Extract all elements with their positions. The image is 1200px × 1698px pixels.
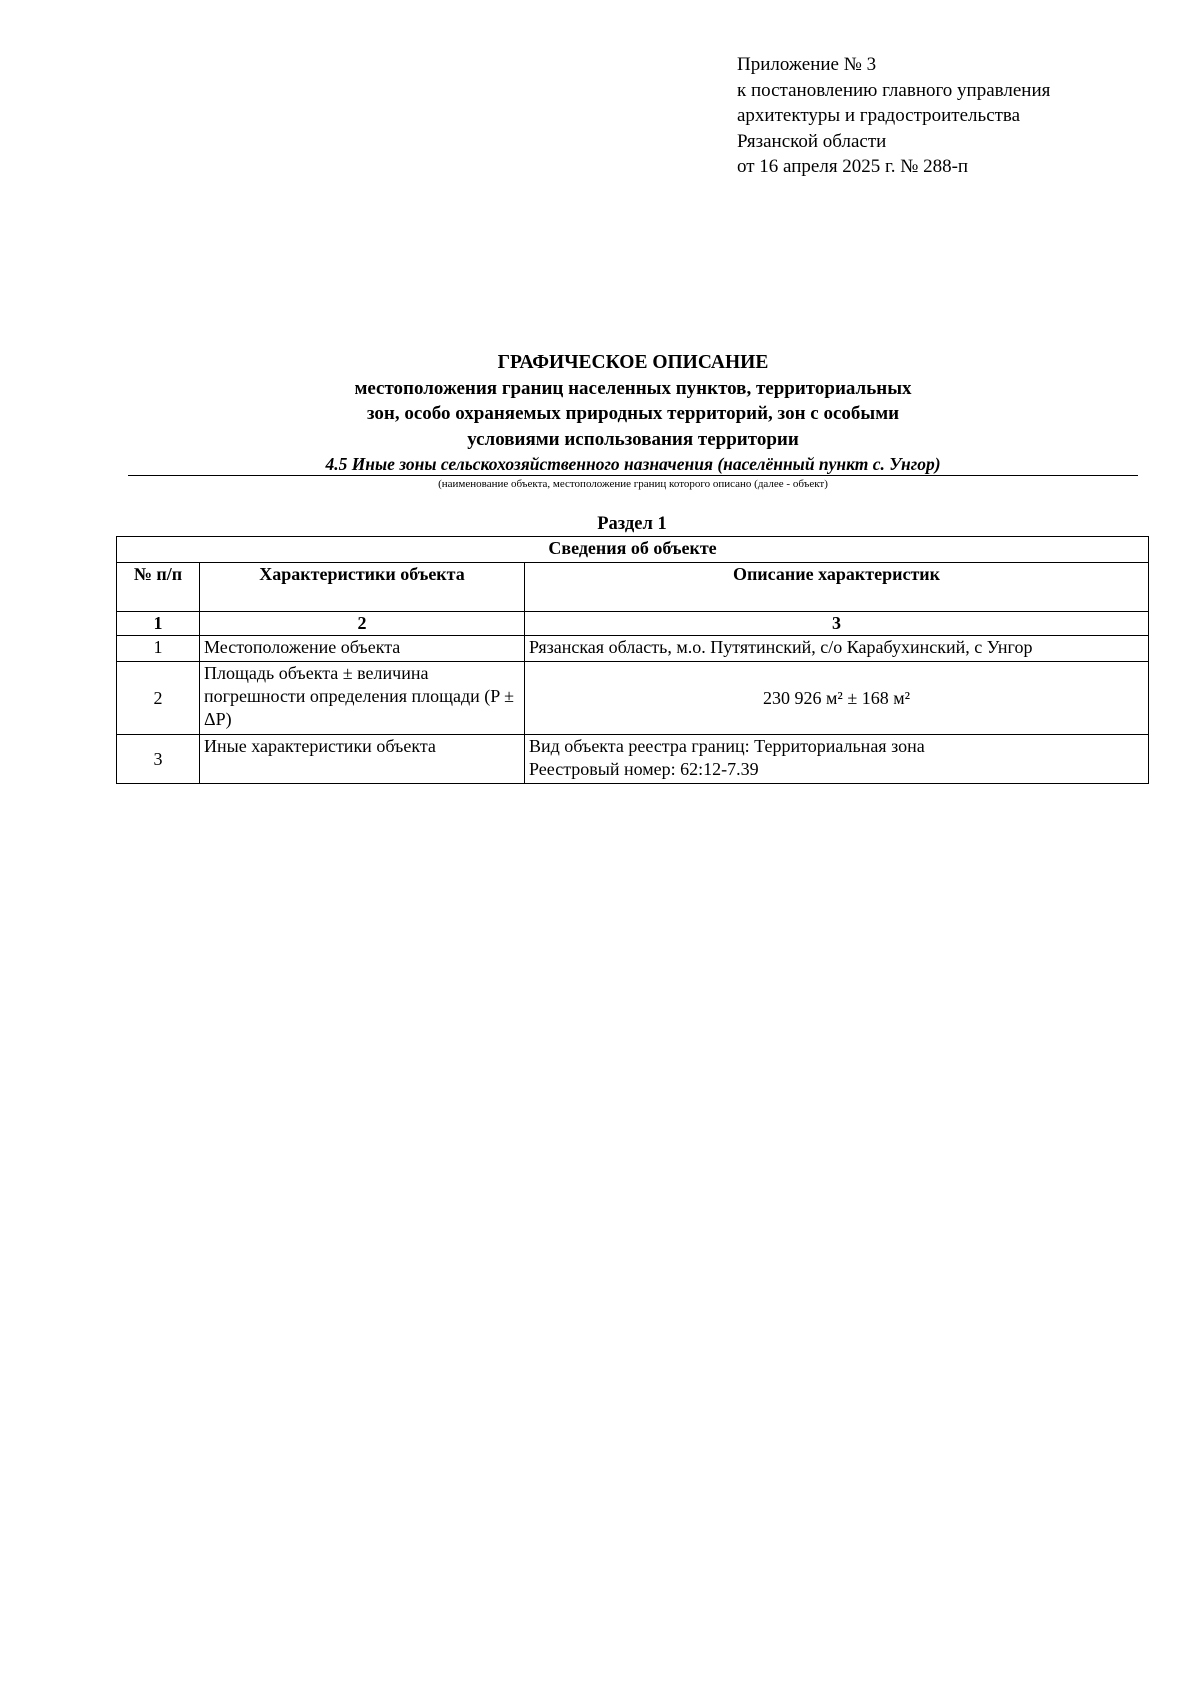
appendix-line: архитектуры и градостроительства — [737, 105, 1021, 126]
table-caption-row — [117, 537, 1149, 563]
section-title: Раздел 1 — [597, 514, 667, 534]
row-number: 3 — [117, 735, 200, 784]
column-number: 3 — [525, 612, 1149, 636]
appendix-line: к постановлению главного управления — [737, 79, 1051, 101]
document-title-block — [128, 350, 1138, 491]
row-description-line: Вид объекта реестра границ: Территориальная зона — [529, 736, 925, 756]
header-description: Описание характеристик — [525, 563, 1149, 612]
document-title: ГРАФИЧЕСКОЕ ОПИСАНИЕ — [497, 352, 769, 373]
appendix-header — [737, 52, 1050, 180]
row-number: 1 — [117, 636, 200, 662]
table-caption: Сведения об объекте — [117, 537, 1149, 563]
appendix-line: Рязанской области — [737, 130, 887, 152]
row-description — [525, 735, 1149, 784]
table-row — [117, 662, 1149, 735]
row-characteristic: Местоположение объекта — [200, 636, 525, 662]
appendix-line: от 16 апреля 2025 г. № 288-п — [737, 156, 969, 177]
row-characteristic: Иные характеристики объекта — [200, 735, 525, 784]
row-number: 2 — [117, 662, 200, 735]
table-row — [117, 636, 1149, 662]
column-numbers-row — [117, 612, 1149, 636]
object-name: 4.5 Иные зоны сельскохозяйственного назначения (населённый пункт с. Унгор) — [325, 454, 941, 474]
column-number: 1 — [117, 612, 200, 636]
column-number: 2 — [200, 612, 525, 636]
header-characteristic: Характеристики объекта — [200, 563, 525, 612]
row-characteristic: Площадь объекта ± величина погрешности определения площади (P ± ΔP) — [200, 662, 525, 735]
table-row — [117, 735, 1149, 784]
object-name-caption: (наименование объекта, местоположение границ которого описано (далее - объект) — [438, 478, 828, 490]
document-subtitle-line: местоположения границ населенных пунктов, территориальных — [354, 377, 912, 399]
document-subtitle-line: зон, особо охраняемых природных территорий, зон с особыми — [366, 403, 900, 424]
row-description: 230 926 м² ± 168 м² — [525, 662, 1149, 735]
row-description: Рязанская область, м.о. Путятинский, с/о Карабухинский, с Унгор — [525, 636, 1149, 662]
appendix-line: Приложение № 3 — [737, 54, 877, 75]
row-description-line: Реестровый номер: 62:12-7.39 — [529, 759, 759, 779]
header-number: № п/п — [117, 563, 200, 612]
table-header-row — [117, 563, 1149, 612]
object-info-table — [116, 536, 1149, 784]
document-subtitle-line: условиями использования территории — [467, 428, 799, 450]
object-name-underline — [128, 475, 1138, 476]
